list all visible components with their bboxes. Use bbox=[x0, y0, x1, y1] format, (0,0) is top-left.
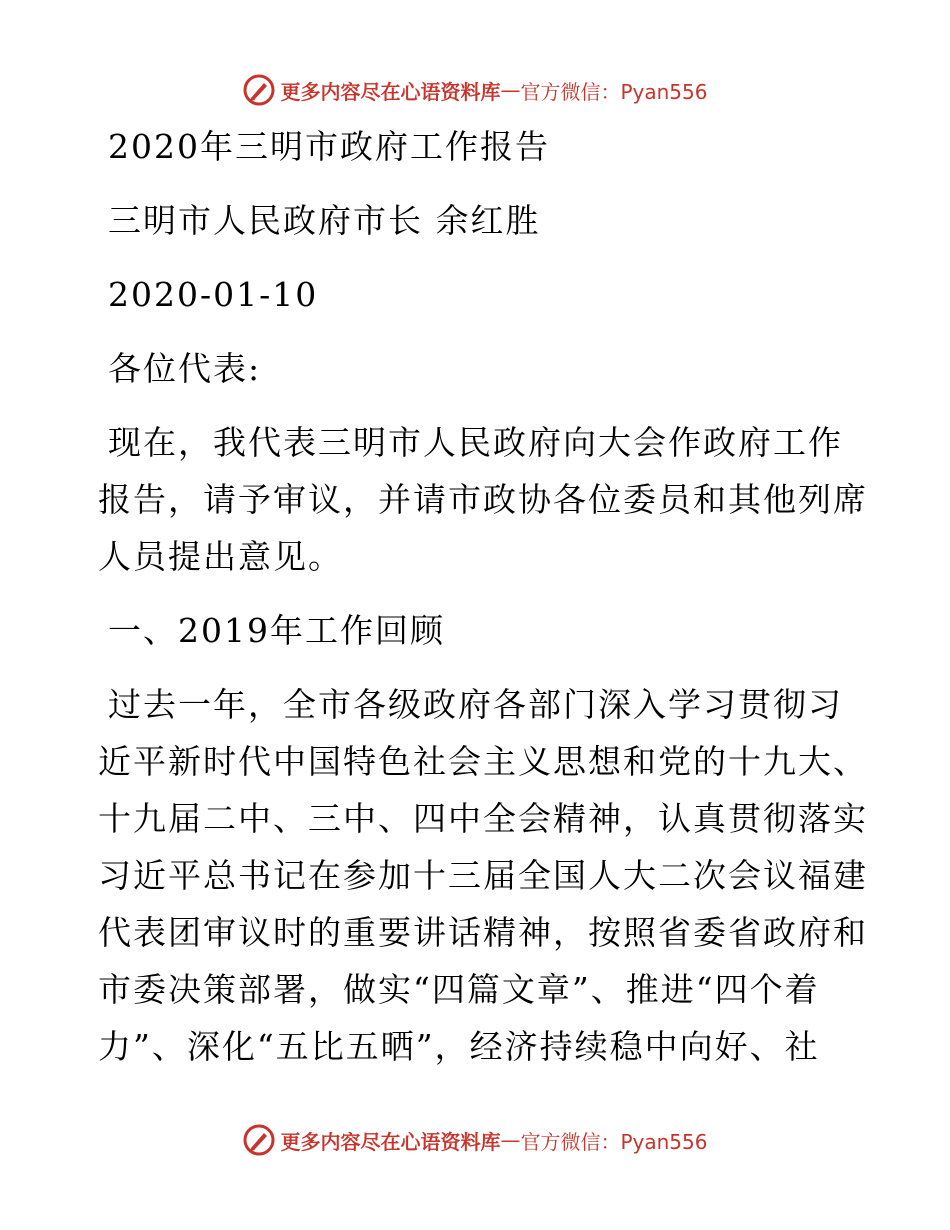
body-line: 十九届二中、三中、四中全会精神，认真贯彻落实 bbox=[98, 799, 868, 838]
header-watermark bbox=[0, 70, 950, 110]
intro-line: 现在，我代表三明市人民政府向大会作政府工作 bbox=[108, 423, 843, 462]
document-salutation: 各位代表: bbox=[108, 349, 262, 388]
watermark-main-text: 更多内容尽在心语资料库 bbox=[280, 1129, 501, 1154]
body-line: 习近平总书记在参加十三届全国人大二次会议福建 bbox=[98, 856, 868, 895]
pen-circle-logo-icon bbox=[242, 1123, 276, 1157]
body-line: 过去一年，全市各级政府各部门深入学习贯彻习 bbox=[108, 685, 843, 724]
document-author: 三明市人民政府市长 余红胜 bbox=[108, 201, 541, 240]
intro-line: 报告，请予审议，并请市政协各位委员和其他列席 bbox=[98, 480, 868, 519]
footer-watermark bbox=[0, 1120, 950, 1160]
section-heading: 一、2019年工作回顾 bbox=[108, 611, 445, 650]
document-date: 2020-01-10 bbox=[108, 275, 319, 314]
body-line: 代表团审议时的重要讲话精神，按照省委省政府和 bbox=[98, 913, 868, 952]
document-body bbox=[98, 118, 868, 1075]
body-line: 市委决策部署，做实“四篇文章”、推进“四个着 bbox=[98, 970, 820, 1009]
pen-circle-logo-icon bbox=[242, 73, 276, 107]
body-line: 近平新时代中国特色社会主义思想和党的十九大、 bbox=[98, 742, 868, 781]
watermark-main-text: 更多内容尽在心语资料库 bbox=[280, 79, 501, 104]
watermark-dash: — bbox=[500, 78, 521, 102]
watermark-dash: — bbox=[500, 1128, 521, 1152]
watermark-wechat-text: 官方微信：Pyan556 bbox=[520, 1129, 708, 1154]
document-title: 2020年三明市政府工作报告 bbox=[108, 127, 550, 166]
body-line: 力”、深化“五比五晒”，经济持续稳中向好、社 bbox=[98, 1027, 820, 1066]
watermark-wechat-text: 官方微信：Pyan556 bbox=[520, 79, 708, 104]
intro-line: 人员提出意见。 bbox=[98, 537, 343, 576]
